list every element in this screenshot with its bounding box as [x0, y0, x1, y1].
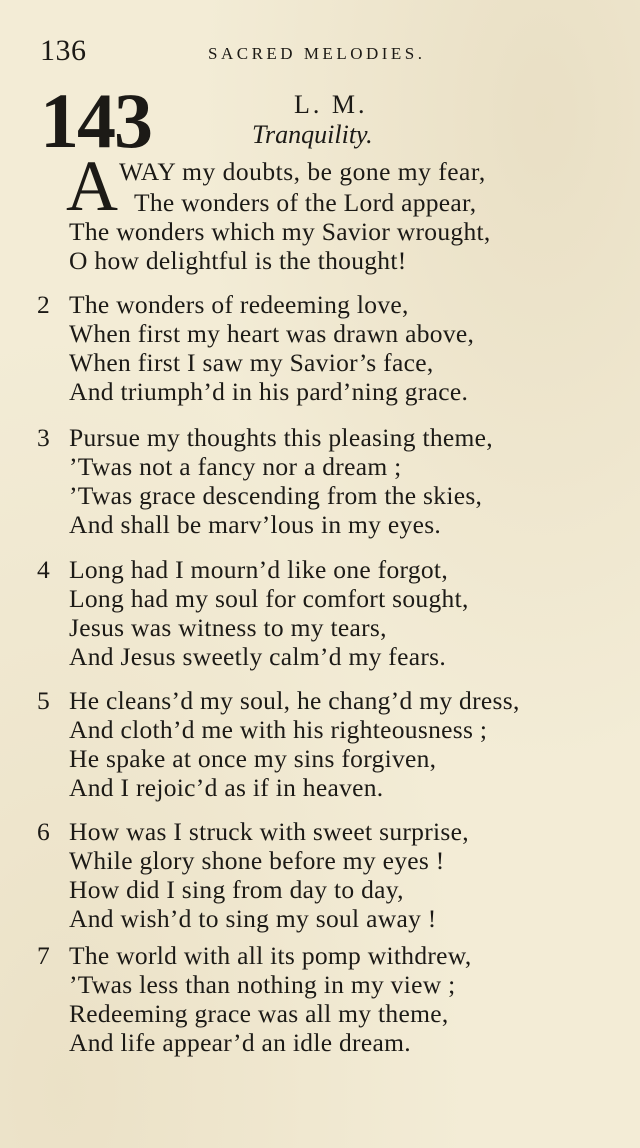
- verse-1-line-4: O how delightful is the thought!: [69, 246, 407, 275]
- running-head: [40, 32, 460, 72]
- verse-4-line-3: Jesus was witness to my tears,: [69, 613, 387, 642]
- page-number: 136: [40, 34, 87, 67]
- first-line-rest: my doubts, be gone my fear,: [182, 157, 486, 186]
- verse-6-line-3: How did I sing from day to day,: [69, 875, 404, 904]
- verse-3-line-4: And shall be marv’lous in my eyes.: [69, 510, 442, 539]
- verse-5-line-2: And cloth’d me with his righteousness ;: [69, 715, 488, 744]
- verse-7-line-3: Redeeming grace was all my theme,: [69, 999, 449, 1028]
- verse-2-line-3: When first I saw my Savior’s face,: [69, 348, 434, 377]
- verse-5-line-1: He cleans’d my soul, he chang’d my dress,: [69, 686, 520, 715]
- verse-number: 3: [37, 423, 50, 452]
- first-line-lead-word: WAY: [119, 157, 176, 186]
- verse-5-line-3: He spake at once my sins forgiven,: [69, 744, 437, 773]
- verse-1-line-1: [119, 159, 486, 185]
- running-title: SACRED MELODIES.: [208, 44, 426, 63]
- verse-4-line-2: Long had my soul for comfort sought,: [69, 584, 469, 613]
- hymn-number: 143: [40, 77, 151, 164]
- verse-7-line-2: ’Twas less than nothing in my view ;: [69, 970, 456, 999]
- verse-4-line-1: Long had I mourn’d like one forgot,: [69, 555, 448, 584]
- verse-5-line-4: And I rejoic’d as if in heaven.: [69, 773, 384, 802]
- verse-7-line-4: And life appear’d an idle dream.: [69, 1028, 411, 1057]
- verse-2-line-2: When first my heart was drawn above,: [69, 319, 475, 348]
- verse-3-line-2: ’Twas not a fancy nor a dream ;: [69, 452, 402, 481]
- verse-4-line-4: And Jesus sweetly calm’d my fears.: [69, 642, 447, 671]
- verse-1-line-3: The wonders which my Savior wrought,: [69, 217, 491, 246]
- verse-1-line-2: The wonders of the Lord appear,: [134, 188, 477, 217]
- drop-cap: A: [66, 146, 118, 226]
- verse-2-line-1: The wonders of redeeming love,: [69, 290, 409, 319]
- verse-2-line-4: And triumph’d in his pard’ning grace.: [69, 377, 469, 406]
- verse-6-line-1: How was I struck with sweet surprise,: [69, 817, 469, 846]
- verse-number: 2: [37, 290, 50, 319]
- verse-3-line-3: ’Twas grace descending from the skies,: [69, 481, 483, 510]
- verse-6-line-4: And wish’d to sing my soul away !: [69, 904, 437, 933]
- verse-number: 5: [37, 686, 50, 715]
- verse-number: 4: [37, 555, 50, 584]
- verse-number: 6: [37, 817, 50, 846]
- verse-3-line-1: Pursue my thoughts this pleasing theme,: [69, 423, 493, 452]
- verse-6-line-2: While glory shone before my eyes !: [69, 846, 445, 875]
- hymn-meter: L. M.: [294, 90, 368, 119]
- verse-number: 7: [37, 941, 50, 970]
- hymn-tune-name: Tranquility.: [252, 120, 373, 149]
- verse-7-line-1: The world with all its pomp withdrew,: [69, 941, 472, 970]
